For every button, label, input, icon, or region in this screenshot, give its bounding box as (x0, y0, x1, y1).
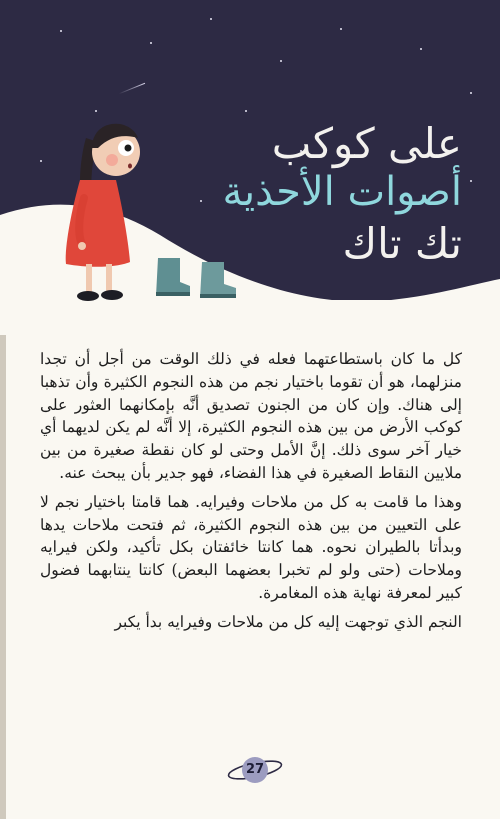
title-line-1: على كوكب (271, 119, 462, 168)
paragraph: وهذا ما قامت به كل من ملاحات وفيرايه. هما قامتا باختيار نجم لا على التعيين من بين هذه النجوم الكثيرة، ثم فتحت ملاحات يدها وبدأتا بالطيران نحوه. هما كانتا خائفتان بكل تأكيد، ولكن فيرايه وملاحات (حتى ولو لم تخبرا بعضهما البعض) كانتا ينتابهما فضول كبير لمعرفة نهاية هذه المغامرة. (40, 492, 462, 602)
star (340, 28, 342, 30)
star (60, 30, 62, 32)
boots-illustration (150, 252, 250, 300)
page-number-badge (225, 752, 285, 788)
star (470, 92, 472, 94)
star (420, 48, 422, 50)
star (95, 110, 97, 112)
story-text (40, 348, 462, 640)
title-line-2: أصوات الأحذية (222, 169, 462, 215)
title-line-3: تك تاك (342, 219, 462, 268)
star (245, 110, 247, 112)
star (210, 18, 212, 20)
star (470, 180, 472, 182)
star (150, 42, 152, 44)
page-number: 27 (245, 762, 265, 777)
paragraph: النجم الذي توجهت إليه كل من ملاحات وفيرايه بدأ يكبر (114, 612, 462, 631)
star (280, 60, 282, 62)
shooting-star (119, 83, 145, 94)
paragraph: كل ما كان باستطاعتهما فعله في ذلك الوقت من أجل أن تجدا منزلهما، هو أن تقوما باختيار نجم من هذه النجوم الكثيرة وأن تذهبا إلى هناك. وإن كان من الجنون تصديق أنَّه بإمكانهما العثور على كوكب الأرض من بين هذه النجوم الكثيرة، إلا أنَّه لم يكن لديهما أي خيار آخر سوى ذلك. إنَّ الأمل وحتى لو كان نقطة صغيرة من بين ملايين النقاط الصغيرة في هذا الفضاء، فهو جدير بأن يبحث عنه. (40, 350, 462, 482)
star (40, 160, 42, 162)
